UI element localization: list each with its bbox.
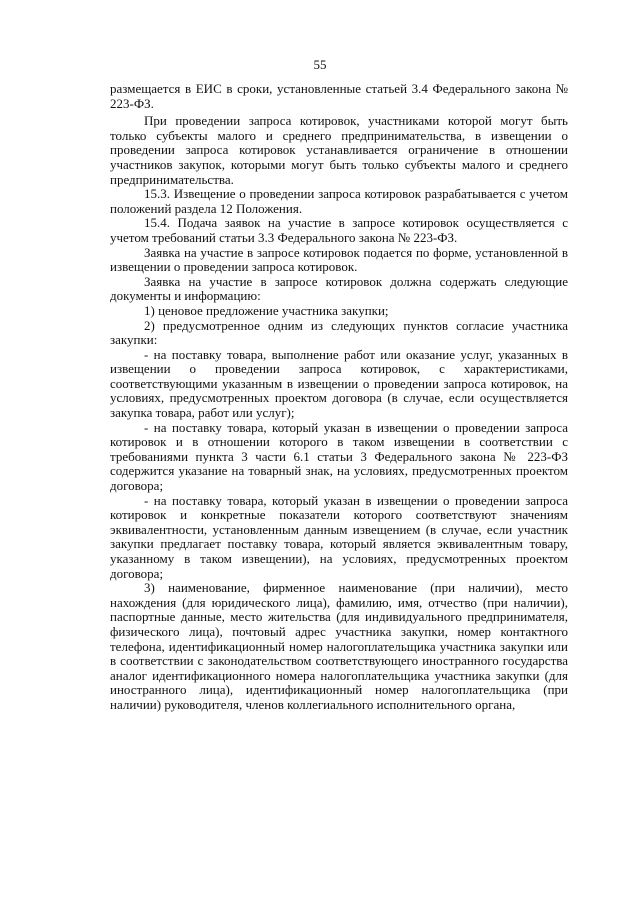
paragraph-6: Заявка на участие в запросе котировок должна содержать следующие документы и информацию: <box>110 273 568 304</box>
paragraph-1: размещается в ЕИС в сроки, установленные статьей 3.4 Федерального закона № 223-ФЗ. <box>110 81 568 111</box>
list-item-1: 1) ценовое предложение участника закупки; <box>144 302 389 318</box>
paragraph-3: 15.3. Извещение о проведении запроса котировок разрабатывается с учетом положений раздела 12 Положения. <box>110 186 568 216</box>
paragraph-2: При проведении запроса котировок, участниками которой могут быть только субъекты малого и среднего предпринимательства, в извещении о проведении запроса котировок устанавливается ограничение в отношении участников закупок, которыми могут быть только субъекты малого и среднего предпринимательства. <box>110 113 568 187</box>
paragraph-4: 15.4. Подача заявок на участие в запросе котировок осуществляется с учетом требований статьи 3.3 Федерального закона № 223-ФЗ. <box>110 215 568 245</box>
sub-item-1: - на поставку товара, выполнение работ или оказание услуг, указанных в извещении о проведении запроса котировок, с характеристиками, соответствующими указанным в извещении о проведении запроса котировок, на условиях, предусмотренных проектом договора (в случае, если осуществляется закупка товара, работ или услуг); <box>110 346 568 421</box>
paragraph-5: Заявка на участие в запросе котировок подается по форме, установленной в извещении о проведении запроса котировок. <box>110 244 568 275</box>
list-item-2: 2) предусмотренное одним из следующих пунктов согласие участника закупки: <box>110 317 568 348</box>
sub-item-2: - на поставку товара, который указан в извещении о проведении запроса котировок и в отношении которого в таком извещении в соответствии с требованиями пункта 3 части 6.1 статьи 3 Федерального закона № 223-ФЗ содержится указание на товарный знак, на условиях, предусмотренных проектом договора; <box>110 419 568 494</box>
document-body <box>110 82 568 713</box>
page-number: 55 <box>313 57 327 72</box>
list-item-3: 3) наименование, фирменное наименование (при наличии), место нахождения (для юридического лица), фамилию, имя, отчество (при наличии), паспортные данные, место жительства (для индивидуального предпринимателя, физического лица), почтовый адрес участника закупки, номер контактного телефона, идентификационный номер налогоплательщика участника закупки или в соответствии с законодательством соответствующего иностранного государства аналог идентификационного номера налогоплательщика участника закупки (для иностранного лица), идентификационный номер налогоплательщика (при наличии) руководителя, членов коллегиального исполнительного органа, <box>110 580 568 712</box>
sub-item-3: - на поставку товара, который указан в извещении о проведении запроса котировок и конкретные показатели которого соответствуют значениям эквивалентности, установленным данным извещением (в случае, если участник закупки предлагает поставку товара, который является эквивалентным товару, указанному в таком извещении), на условиях, предусмотренных проектом договора; <box>110 492 568 581</box>
